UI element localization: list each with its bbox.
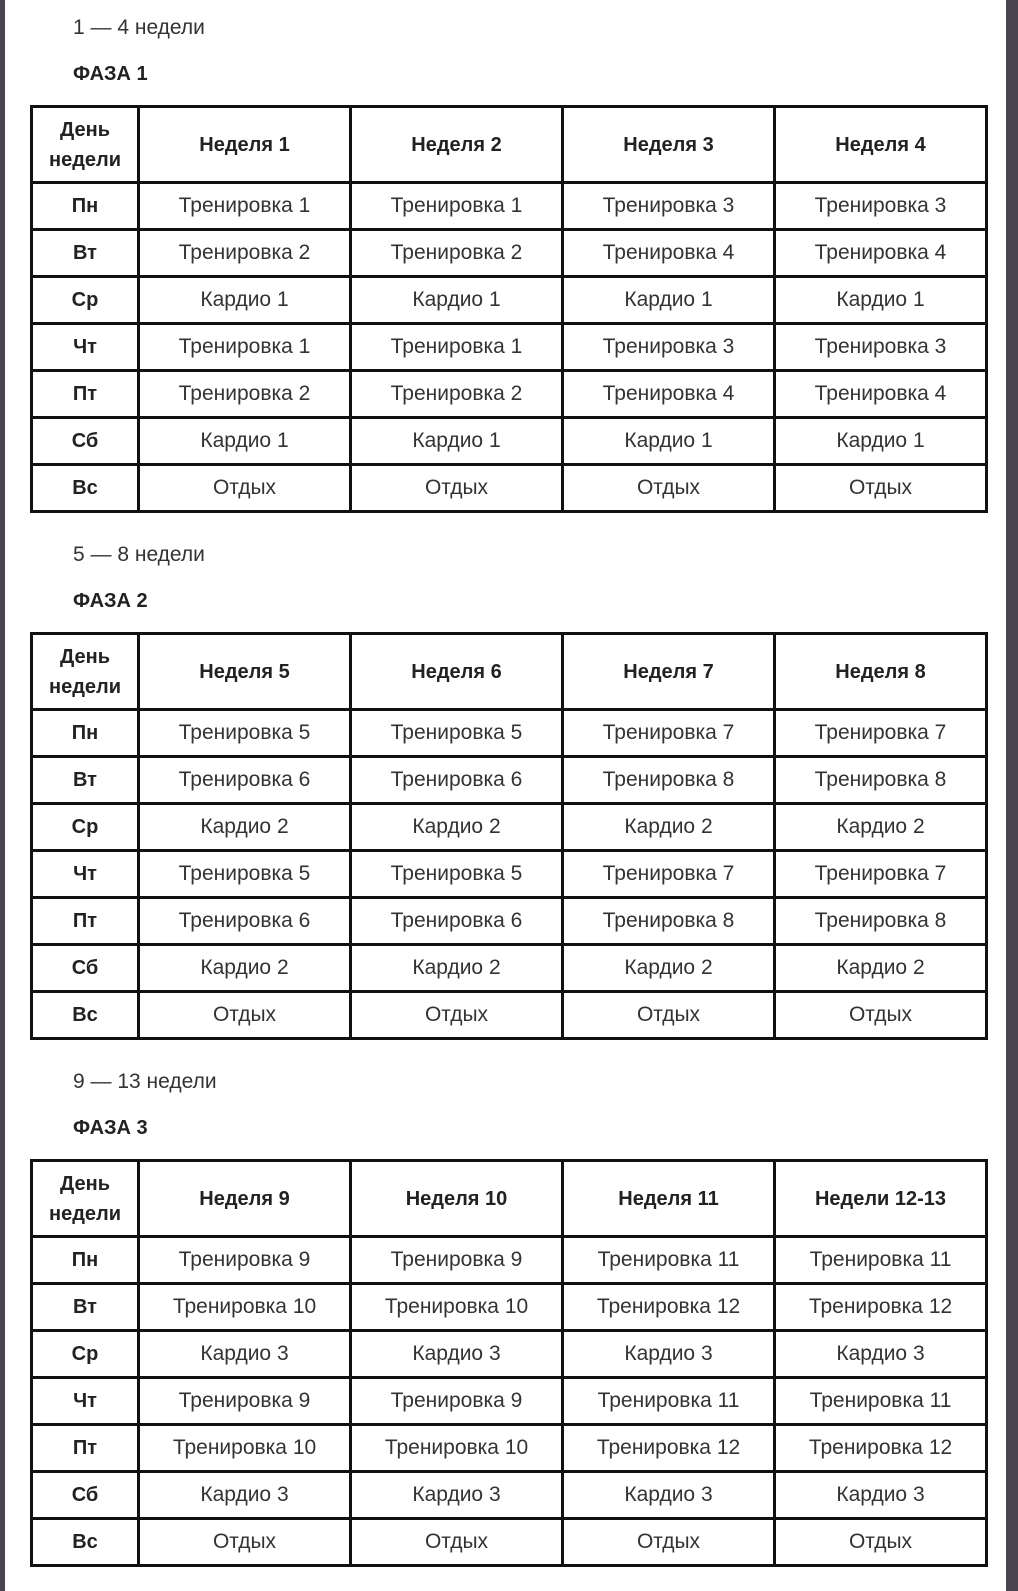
day-column-header: День недели (32, 634, 139, 710)
week-column-header: Неделя 8 (775, 634, 987, 710)
workout-cell: Кардио 3 (139, 1331, 351, 1378)
left-border (0, 0, 5, 1591)
workout-cell: Тренировка 11 (775, 1237, 987, 1284)
table-header-row (32, 1161, 987, 1237)
workout-cell: Отдых (563, 1519, 775, 1566)
weeks-range-label: 9 — 13 недели (73, 1070, 217, 1093)
workout-cell: Тренировка 3 (563, 324, 775, 371)
workout-cell: Тренировка 1 (139, 324, 351, 371)
table-row (32, 277, 987, 324)
day-cell: Пн (32, 183, 139, 230)
workout-cell: Кардио 2 (563, 945, 775, 992)
workout-cell: Тренировка 9 (351, 1237, 563, 1284)
table-header-row (32, 107, 987, 183)
day-cell: Пн (32, 1237, 139, 1284)
week-column-header: Неделя 10 (351, 1161, 563, 1237)
workout-cell: Кардио 1 (563, 418, 775, 465)
workout-cell: Отдых (139, 992, 351, 1039)
workout-cell: Тренировка 8 (775, 757, 987, 804)
day-cell: Вт (32, 1284, 139, 1331)
workout-cell: Тренировка 10 (139, 1284, 351, 1331)
workout-cell: Тренировка 12 (775, 1425, 987, 1472)
table-row (32, 418, 987, 465)
workout-cell: Отдых (351, 465, 563, 512)
week-column-header: Неделя 4 (775, 107, 987, 183)
workout-cell: Тренировка 1 (351, 324, 563, 371)
workout-cell: Тренировка 2 (351, 230, 563, 277)
table-row (32, 1425, 987, 1472)
workout-cell: Кардио 1 (351, 418, 563, 465)
workout-cell: Отдых (563, 992, 775, 1039)
table-row (32, 183, 987, 230)
workout-cell: Тренировка 10 (139, 1425, 351, 1472)
workout-cell: Тренировка 4 (563, 230, 775, 277)
table-row (32, 371, 987, 418)
day-cell: Пн (32, 710, 139, 757)
day-cell: Чт (32, 324, 139, 371)
workout-cell: Кардио 1 (775, 418, 987, 465)
phase-title: ФАЗА 3 (73, 1117, 148, 1139)
workout-cell: Тренировка 5 (351, 851, 563, 898)
workout-cell: Кардио 3 (563, 1331, 775, 1378)
workout-cell: Тренировка 3 (775, 324, 987, 371)
workout-cell: Кардио 3 (139, 1472, 351, 1519)
day-cell: Ср (32, 804, 139, 851)
phase-3-section (30, 1054, 985, 1584)
workout-cell: Тренировка 5 (351, 710, 563, 757)
workout-cell: Тренировка 4 (775, 371, 987, 418)
weeks-range-label: 1 — 4 недели (73, 16, 205, 39)
phase-title: ФАЗА 2 (73, 590, 148, 612)
workout-cell: Тренировка 1 (139, 183, 351, 230)
workout-cell: Тренировка 11 (563, 1378, 775, 1425)
table-row (32, 804, 987, 851)
table-row (32, 898, 987, 945)
workout-cell: Кардио 2 (139, 945, 351, 992)
workout-cell: Тренировка 7 (775, 710, 987, 757)
day-cell: Вт (32, 757, 139, 804)
workout-cell: Тренировка 11 (775, 1378, 987, 1425)
workout-cell: Отдых (775, 1519, 987, 1566)
schedule-table-phase-2 (30, 632, 988, 1040)
table-row (32, 945, 987, 992)
day-cell: Вс (32, 1519, 139, 1566)
workout-cell: Тренировка 5 (139, 710, 351, 757)
workout-cell: Тренировка 12 (775, 1284, 987, 1331)
table-row (32, 710, 987, 757)
workout-cell: Кардио 3 (775, 1331, 987, 1378)
phase-2-section (30, 527, 985, 1047)
workout-cell: Отдых (775, 465, 987, 512)
workout-cell: Тренировка 6 (139, 757, 351, 804)
workout-cell: Тренировка 6 (351, 757, 563, 804)
workout-cell: Кардио 1 (563, 277, 775, 324)
workout-cell: Кардио 3 (563, 1472, 775, 1519)
workout-cell: Отдых (351, 992, 563, 1039)
workout-cell: Кардио 2 (563, 804, 775, 851)
day-column-header: День недели (32, 107, 139, 183)
workout-cell: Тренировка 4 (563, 371, 775, 418)
workout-cell: Тренировка 3 (563, 183, 775, 230)
workout-cell: Отдых (139, 465, 351, 512)
workout-cell: Тренировка 12 (563, 1284, 775, 1331)
workout-cell: Тренировка 7 (775, 851, 987, 898)
workout-cell: Кардио 1 (139, 418, 351, 465)
day-cell: Пт (32, 1425, 139, 1472)
table-row (32, 1378, 987, 1425)
week-column-header: Недели 12-13 (775, 1161, 987, 1237)
table-row (32, 757, 987, 804)
schedule-table-phase-3 (30, 1159, 988, 1567)
workout-cell: Кардио 1 (351, 277, 563, 324)
workout-cell: Кардио 1 (139, 277, 351, 324)
workout-cell: Тренировка 8 (775, 898, 987, 945)
workout-cell: Кардио 3 (351, 1472, 563, 1519)
day-cell: Вс (32, 465, 139, 512)
week-column-header: Неделя 1 (139, 107, 351, 183)
workout-cell: Тренировка 3 (775, 183, 987, 230)
workout-cell: Кардио 3 (351, 1331, 563, 1378)
day-cell: Вс (32, 992, 139, 1039)
workout-cell: Тренировка 2 (351, 371, 563, 418)
day-cell: Вт (32, 230, 139, 277)
workout-cell: Тренировка 5 (139, 851, 351, 898)
day-cell: Сб (32, 945, 139, 992)
workout-cell: Тренировка 7 (563, 851, 775, 898)
workout-cell: Тренировка 4 (775, 230, 987, 277)
workout-cell: Кардио 2 (351, 804, 563, 851)
week-column-header: Неделя 9 (139, 1161, 351, 1237)
workout-cell: Тренировка 9 (139, 1378, 351, 1425)
table-row (32, 324, 987, 371)
workout-cell: Тренировка 6 (139, 898, 351, 945)
workout-cell: Отдых (563, 465, 775, 512)
table-row (32, 1284, 987, 1331)
workout-cell: Отдых (351, 1519, 563, 1566)
workout-cell: Тренировка 11 (563, 1237, 775, 1284)
week-column-header: Неделя 5 (139, 634, 351, 710)
week-column-header: Неделя 11 (563, 1161, 775, 1237)
week-column-header: Неделя 6 (351, 634, 563, 710)
week-column-header: Неделя 2 (351, 107, 563, 183)
workout-cell: Тренировка 2 (139, 230, 351, 277)
workout-cell: Тренировка 7 (563, 710, 775, 757)
workout-cell: Отдых (139, 1519, 351, 1566)
table-row (32, 465, 987, 512)
right-border (1006, 0, 1018, 1591)
workout-cell: Тренировка 10 (351, 1425, 563, 1472)
table-row (32, 1472, 987, 1519)
workout-cell: Тренировка 8 (563, 898, 775, 945)
day-cell: Чт (32, 851, 139, 898)
phase-title: ФАЗА 1 (73, 63, 148, 85)
workout-cell: Тренировка 1 (351, 183, 563, 230)
workout-cell: Тренировка 10 (351, 1284, 563, 1331)
workout-cell: Кардио 3 (775, 1472, 987, 1519)
workout-cell: Тренировка 8 (563, 757, 775, 804)
table-row (32, 1331, 987, 1378)
workout-cell: Тренировка 2 (139, 371, 351, 418)
workout-cell: Кардио 2 (775, 804, 987, 851)
day-cell: Пт (32, 371, 139, 418)
schedule-table-phase-1 (30, 105, 988, 513)
workout-cell: Тренировка 6 (351, 898, 563, 945)
table-row (32, 851, 987, 898)
table-row (32, 230, 987, 277)
workout-cell: Тренировка 12 (563, 1425, 775, 1472)
day-cell: Сб (32, 1472, 139, 1519)
workout-cell: Кардио 1 (775, 277, 987, 324)
day-cell: Ср (32, 1331, 139, 1378)
workout-cell: Отдых (775, 992, 987, 1039)
week-column-header: Неделя 7 (563, 634, 775, 710)
day-cell: Сб (32, 418, 139, 465)
workout-cell: Кардио 2 (139, 804, 351, 851)
weeks-range-label: 5 — 8 недели (73, 543, 205, 566)
day-cell: Пт (32, 898, 139, 945)
table-row (32, 1237, 987, 1284)
week-column-header: Неделя 3 (563, 107, 775, 183)
workout-cell: Тренировка 9 (139, 1237, 351, 1284)
phase-1-section (30, 0, 985, 520)
workout-cell: Кардио 2 (351, 945, 563, 992)
day-cell: Чт (32, 1378, 139, 1425)
table-row (32, 992, 987, 1039)
table-row (32, 1519, 987, 1566)
table-header-row (32, 634, 987, 710)
day-cell: Ср (32, 277, 139, 324)
workout-cell: Кардио 2 (775, 945, 987, 992)
workout-cell: Тренировка 9 (351, 1378, 563, 1425)
day-column-header: День недели (32, 1161, 139, 1237)
